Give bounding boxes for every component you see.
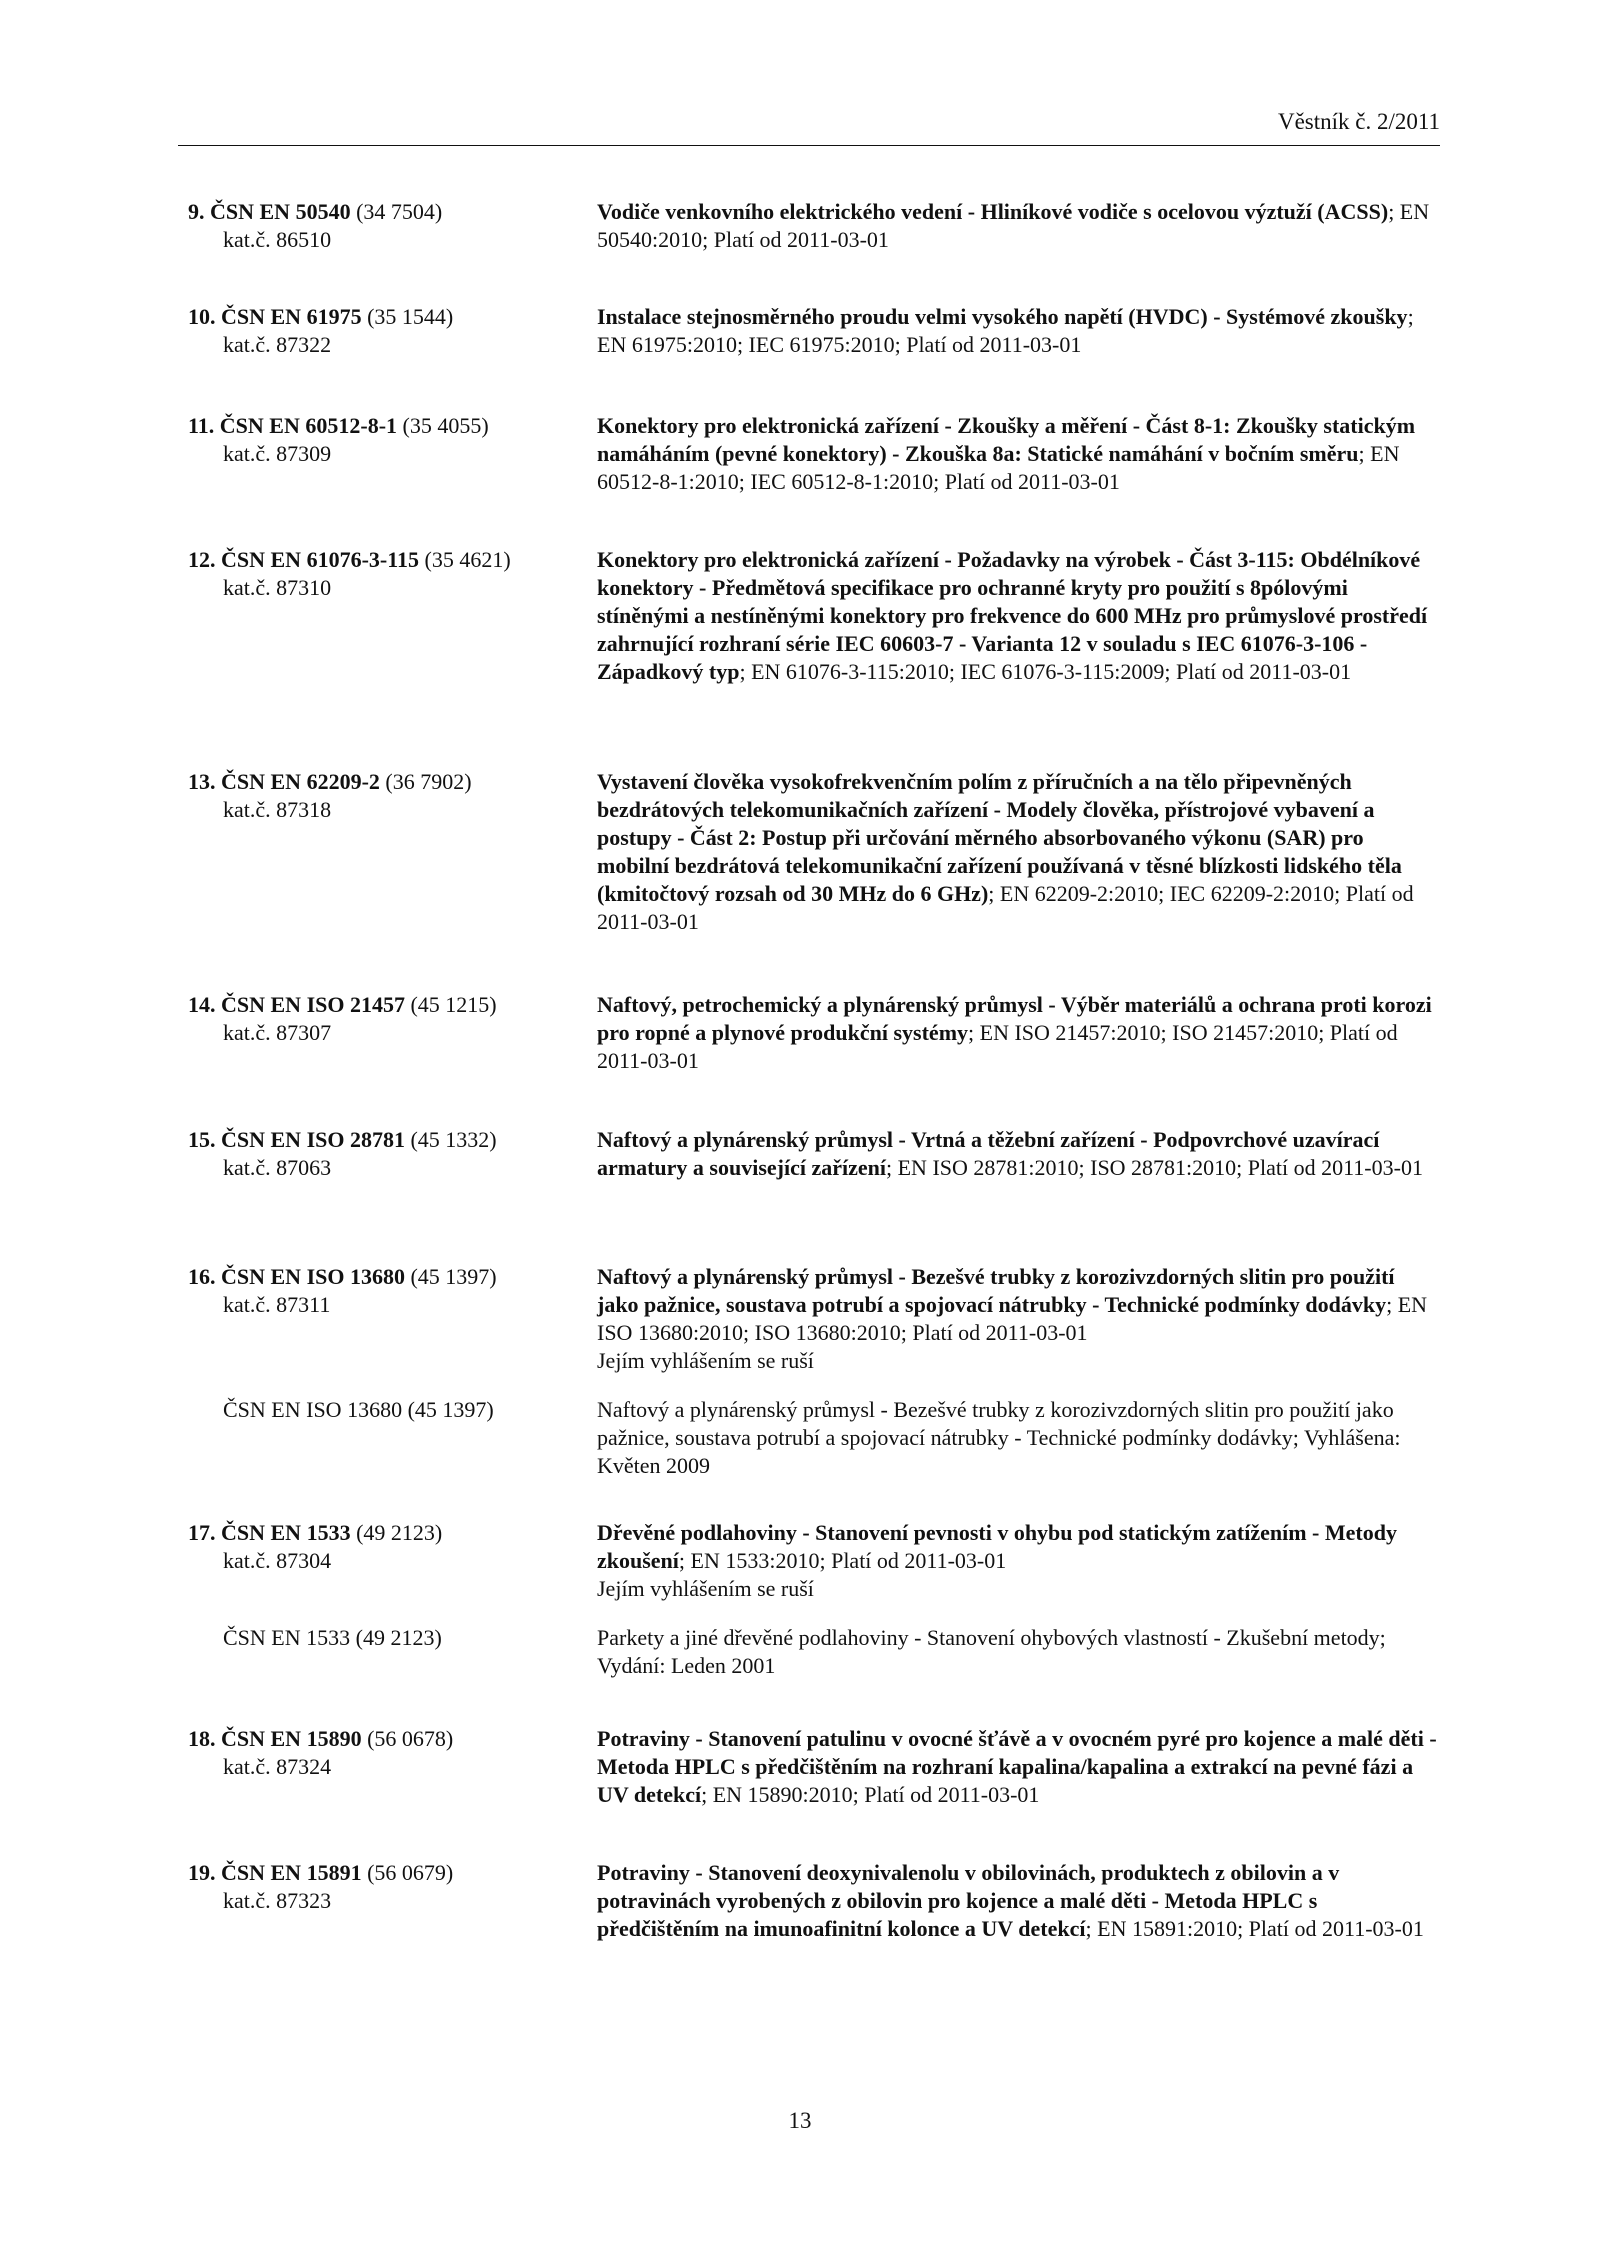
- standard-designation: [188, 991, 597, 1075]
- title-details: ; EN 1533:2010; Platí od 2011-03-01: [678, 1548, 1007, 1573]
- replaced-standard-code: ČSN EN 1533 (49 2123): [223, 1625, 442, 1650]
- entry-number: 15.: [188, 1127, 216, 1152]
- page-header: Věstník č. 2/2011: [1277, 109, 1440, 134]
- standard-code: ČSN EN 1533: [221, 1520, 351, 1545]
- standard-entry: [188, 1126, 1440, 1182]
- standard-code: ČSN EN 60512-8-1: [219, 413, 398, 438]
- catalog-number: kat.č. 87304: [223, 1548, 332, 1573]
- standard-designation: [188, 546, 597, 686]
- entry-number: 19.: [188, 1860, 216, 1885]
- standard-designation: [188, 1859, 597, 1943]
- entry-number: 17.: [188, 1520, 216, 1545]
- standard-designation: [188, 198, 597, 254]
- standard-code: ČSN EN ISO 21457: [221, 992, 405, 1017]
- title-details: ; EN 62209-2:2010; IEC 62209-2:2010; Platí od 2011-03-01: [597, 881, 1414, 934]
- catalog-number: kat.č. 87309: [223, 441, 332, 466]
- standard-entry: [188, 768, 1440, 936]
- standard-entry: [188, 1519, 1440, 1680]
- catalog-number: kat.č. 86510: [223, 227, 332, 252]
- catalog-number: kat.č. 87311: [223, 1292, 331, 1317]
- standard-code: ČSN EN 15891: [221, 1860, 362, 1885]
- title-details: ; EN 60512-8-1:2010; IEC 60512-8-1:2010; Platí od 2011-03-01: [597, 441, 1400, 494]
- standard-designation: [188, 768, 597, 936]
- title-bold: Potraviny - Stanovení deoxynivalenolu v obilovinách, produktech z obilovin a v potravinách vyrobených z obilovin pro kojence a malé děti - Metoda HPLC s předčištěním na imunoafinitní kolonce a UV detekcí: [597, 1860, 1340, 1941]
- catalog-number: kat.č. 87310: [223, 575, 332, 600]
- standard-designation: [188, 1263, 597, 1375]
- standard-title: [597, 1126, 1440, 1182]
- title-details: ; EN ISO 28781:2010; ISO 28781:2010; Platí od 2011-03-01: [886, 1155, 1423, 1180]
- classification-number: (36 7902): [385, 769, 472, 794]
- standard-entry: [188, 412, 1440, 496]
- title-bold: Dřevěné podlahoviny - Stanovení pevnosti v ohybu pod statickým zatížením - Metody zkoušení: [597, 1520, 1397, 1573]
- title-details: ; EN 61975:2010; IEC 61975:2010; Platí od 2011-03-01: [597, 304, 1414, 357]
- entry-number: 10.: [188, 304, 216, 329]
- title-bold: Potraviny - Stanovení patulinu v ovocné šťávě a v ovocném pyré pro kojence a malé děti - Metoda HPLC s předčištěním na rozhraní kapalina/kapalina a extrakcí na pevné fázi a UV detekcí: [597, 1726, 1437, 1807]
- standard-title: [597, 546, 1440, 686]
- catalog-number: kat.č. 87307: [223, 1020, 332, 1045]
- entry-number: 12.: [188, 547, 216, 572]
- standard-code: ČSN EN 50540: [210, 199, 351, 224]
- title-bold: Vystavení člověka vysokofrekvenčním polím z příručních a na tělo připevněných bezdrátových telekomunikačních zařízení - Modely člověka, přístrojové vybavení a postupy - Část 2: Postup při určování měrného absorbovaného výkonu (SAR) pro mobilní bezdrátová telekomunikační zařízení používaná v těsné blízkosti lidského těla (kmitočtový rozsah od 30 MHz do 6 GHz): [597, 769, 1402, 906]
- standard-entry: [188, 991, 1440, 1075]
- standard-title: [597, 1263, 1440, 1375]
- replaced-standard-title: Parkety a jiné dřevěné podlahoviny - Stanovení ohybových vlastností - Zkušební metody; Vydání: Leden 2001: [597, 1625, 1386, 1678]
- title-bold: Konektory pro elektronická zařízení - Požadavky na výrobek - Část 3-115: Obdélníkové konektory - Předmětová specifikace pro ochranné kryty pro použití s 8pólovými stíněnými a nestíněnými konektory pro frekvence do 600 MHz pro průmyslové prostředí zahrnující rozhraní série IEC 60603-7 - Varianta 12 v souladu s IEC 61076-3-106 - Západkový typ: [597, 547, 1428, 684]
- standard-entry: [188, 546, 1440, 686]
- replaced-standard-title: Naftový a plynárenský průmysl - Bezešvé trubky z korozivzdorných slitin pro použití jako pažnice, soustava potrubí a spojovací nátrubky - Technické podmínky dodávky; Vyhlášena: Květen 2009: [597, 1397, 1401, 1478]
- standard-code: ČSN EN ISO 13680: [221, 1264, 405, 1289]
- standard-designation: [188, 1725, 597, 1809]
- title-bold: Instalace stejnosměrného proudu velmi vysokého napětí (HVDC) - Systémové zkoušky: [597, 304, 1408, 329]
- classification-number: (45 1332): [410, 1127, 497, 1152]
- classification-number: (35 1544): [367, 304, 454, 329]
- standard-entry: [188, 303, 1440, 359]
- title-bold: Naftový a plynárenský průmysl - Bezešvé trubky z korozivzdorných slitin pro použití jako pažnice, soustava potrubí a spojovací nátrubky - Technické podmínky dodávky: [597, 1264, 1395, 1317]
- standard-title: [597, 303, 1440, 359]
- title-details: ; EN ISO 13680:2010; ISO 13680:2010; Platí od 2011-03-01: [597, 1292, 1428, 1345]
- classification-number: (56 0679): [367, 1860, 454, 1885]
- catalog-number: kat.č. 87322: [223, 332, 332, 357]
- standard-title: [597, 198, 1440, 254]
- classification-number: (45 1215): [410, 992, 497, 1017]
- standard-entry: [188, 1859, 1440, 1943]
- entry-number: 16.: [188, 1264, 216, 1289]
- title-details: ; EN 50540:2010; Platí od 2011-03-01: [597, 199, 1430, 252]
- entry-number: 11.: [188, 413, 215, 438]
- standard-entry: [188, 1725, 1440, 1809]
- classification-number: (35 4621): [424, 547, 511, 572]
- title-bold: Vodiče venkovního elektrického vedení - Hliníkové vodiče s ocelovou výztuží (ACSS): [597, 199, 1389, 224]
- replaced-standard-code: ČSN EN ISO 13680 (45 1397): [223, 1397, 494, 1422]
- standard-entry: [188, 1263, 1440, 1480]
- title-details: ; EN 15891:2010; Platí od 2011-03-01: [1085, 1916, 1424, 1941]
- title-bold: Naftový a plynárenský průmysl - Vrtná a těžební zařízení - Podpovrchové uzavírací armatury a související zařízení: [597, 1127, 1380, 1180]
- entry-number: 14.: [188, 992, 216, 1017]
- header-rule: [178, 145, 1440, 146]
- standard-designation: [188, 1126, 597, 1182]
- standard-title: [597, 1725, 1440, 1809]
- title-details: ; EN 61076-3-115:2010; IEC 61076-3-115:2009; Platí od 2011-03-01: [739, 659, 1352, 684]
- page-number: 13: [788, 2108, 812, 2133]
- title-details: ; EN ISO 21457:2010; ISO 21457:2010; Platí od 2011-03-01: [597, 1020, 1398, 1073]
- repeal-note: Jejím vyhlášením se ruší: [597, 1576, 814, 1601]
- classification-number: (56 0678): [367, 1726, 454, 1751]
- standard-title: [597, 1859, 1440, 1943]
- entry-number: 9.: [188, 199, 205, 224]
- title-bold: Konektory pro elektronická zařízení - Zkoušky a měření - Část 8-1: Zkoušky statickým namáháním (pevné konektory) - Zkouška 8a: Statické namáhání v bočním směru: [597, 413, 1416, 466]
- standard-designation: [188, 1519, 597, 1603]
- standard-code: ČSN EN 15890: [221, 1726, 362, 1751]
- catalog-number: kat.č. 87063: [223, 1155, 332, 1180]
- classification-number: (45 1397): [410, 1264, 497, 1289]
- title-details: ; EN 15890:2010; Platí od 2011-03-01: [701, 1782, 1040, 1807]
- standard-title: [597, 768, 1440, 936]
- catalog-number: kat.č. 87324: [223, 1754, 332, 1779]
- standard-designation: [188, 303, 597, 359]
- standard-title: [597, 412, 1440, 496]
- repeal-note: Jejím vyhlášením se ruší: [597, 1348, 814, 1373]
- standard-designation: [188, 412, 597, 496]
- standard-code: ČSN EN 61975: [221, 304, 362, 329]
- standard-code: ČSN EN 61076-3-115: [221, 547, 420, 572]
- entry-number: 18.: [188, 1726, 216, 1751]
- standard-code: ČSN EN 62209-2: [221, 769, 380, 794]
- title-bold: Naftový, petrochemický a plynárenský průmysl - Výběr materiálů a ochrana proti korozi pro ropné a plynové produkční systémy: [597, 992, 1432, 1045]
- standard-title: [597, 1519, 1440, 1603]
- standard-title: [597, 991, 1440, 1075]
- entry-number: 13.: [188, 769, 216, 794]
- catalog-number: kat.č. 87318: [223, 797, 332, 822]
- standard-code: ČSN EN ISO 28781: [221, 1127, 405, 1152]
- classification-number: (35 4055): [402, 413, 489, 438]
- standard-entry: [188, 198, 1440, 254]
- classification-number: (34 7504): [356, 199, 443, 224]
- catalog-number: kat.č. 87323: [223, 1888, 332, 1913]
- classification-number: (49 2123): [356, 1520, 443, 1545]
